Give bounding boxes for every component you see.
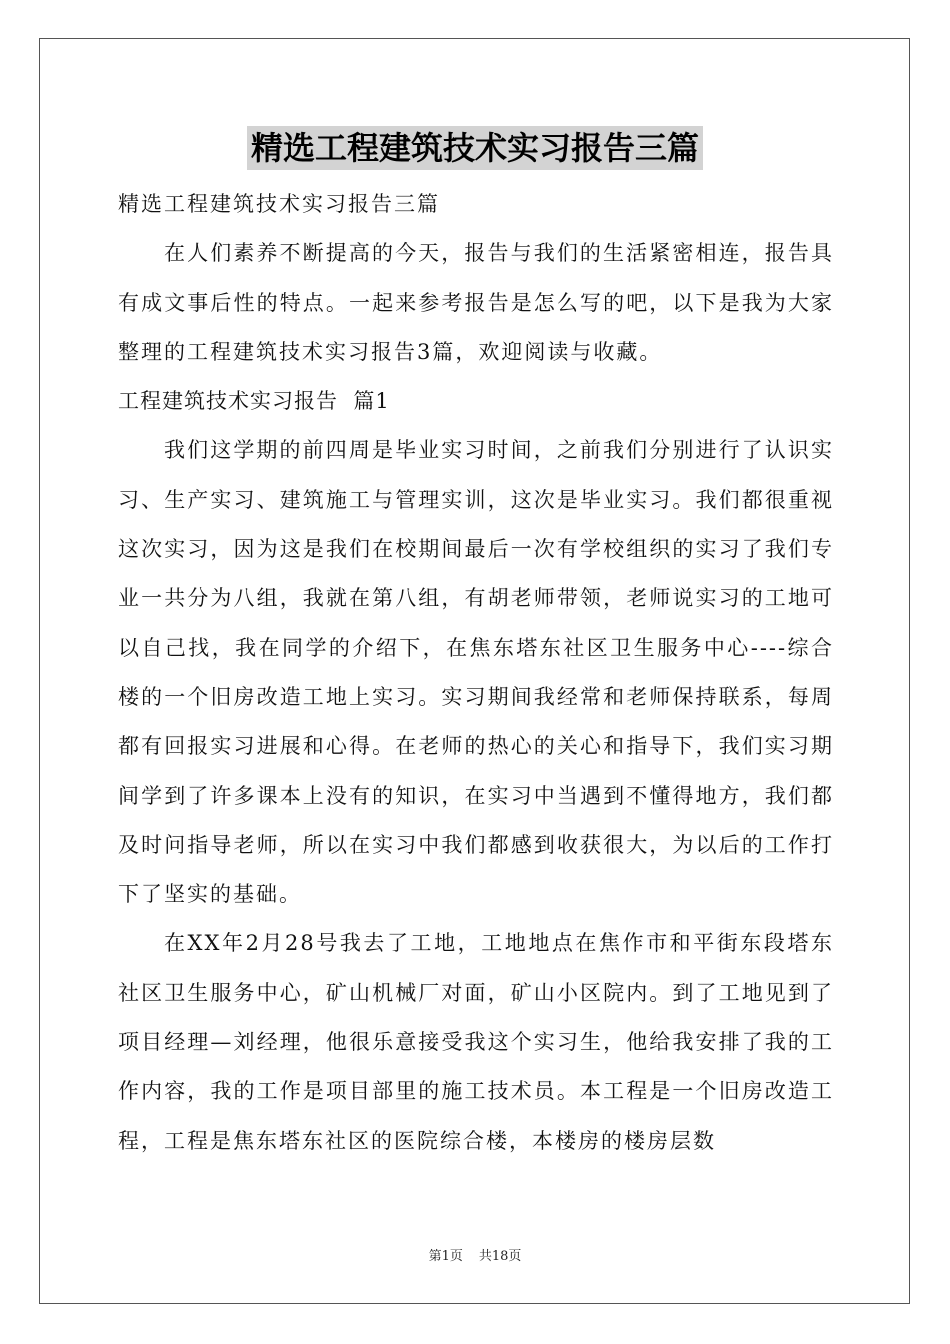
section-heading: 工程建筑技术实习报告 篇1 (118, 389, 390, 414)
document-title: 精选工程建筑技术实习报告三篇 (247, 126, 703, 170)
document-body (118, 180, 834, 1166)
title-container (0, 126, 950, 170)
document-subtitle: 精选工程建筑技术实习报告三篇 (118, 192, 440, 216)
intro-paragraph: 在人们素养不断提高的今天，报告与我们的生活紧密相连，报告具有成文事后性的特点。一起来参考报告是怎么写的吧，以下是我为大家整理的工程建筑技术实习报告3篇，欢迎阅读与收藏。 (118, 241, 834, 364)
body-paragraph-1: 我们这学期的前四周是毕业实习时间，之前我们分别进行了认识实习、生产实习、建筑施工与管理实训，这次是毕业实习。我们都很重视这次实习，因为这是我们在校期间最后一次有学校组织的实习了我们专业一共分为八组，我就在第八组，有胡老师带领，老师说实习的工地可以自己找，我在同学的介绍下，在焦东塔东社区卫生服务中心----综合楼的一个旧房改造工地上实习。实习期间我经常和老师保持联系，每周都有回报实习进展和心得。在老师的热心的关心和指导下，我们实习期间学到了许多课本上没有的知识，在实习中当遇到不懂得地方，我们都及时问指导老师，所以在实习中我们都感到收获很大，为以后的工作打下了坚实的基础。 (118, 438, 834, 907)
page-footer (0, 1248, 950, 1266)
page-total: 共18页 (478, 1249, 522, 1264)
page-number: 第1页 (428, 1249, 463, 1264)
body-paragraph-2: 在XX年2月28号我去了工地，工地地点在焦作市和平街东段塔东社区卫生服务中心，矿山机械厂对面，矿山小区院内。到了工地见到了项目经理—刘经理，他很乐意接受我这个实习生，他给我安排了我的工作内容，我的工作是项目部里的施工技术员。本工程是一个旧房改造工程，工程是焦东塔东社区的医院综合楼，本楼房的楼房层数 (118, 931, 834, 1153)
